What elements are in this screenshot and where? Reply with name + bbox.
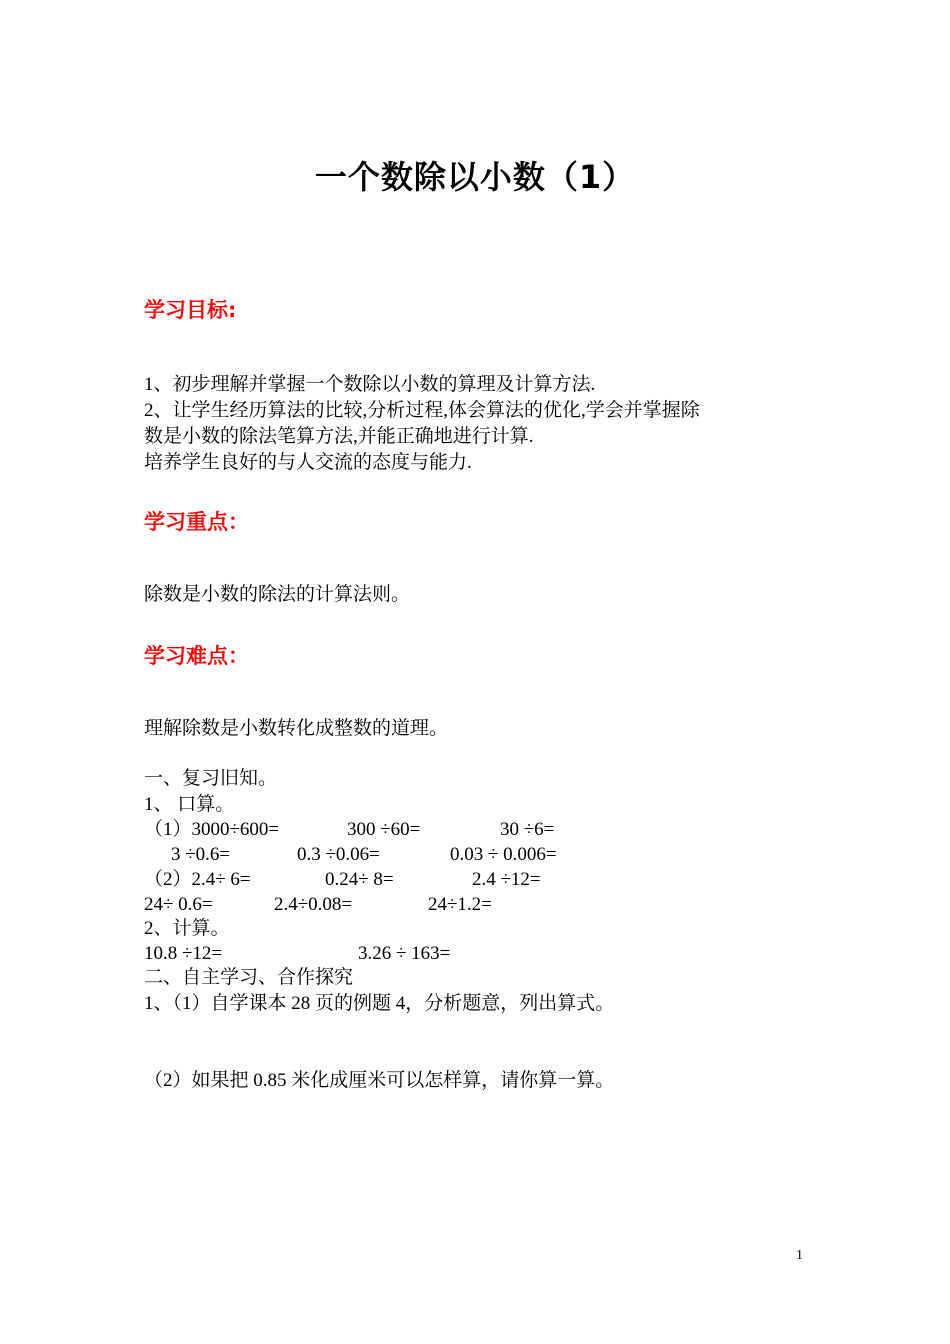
oral-item: 2.4 ÷12= <box>472 869 541 890</box>
objective-line-1: 1、初步理解并掌握一个数除以小数的算理及计算方法. <box>144 374 596 395</box>
oral-item: （2）2.4÷ 6= <box>144 869 251 890</box>
oral-item: 300 ÷60= <box>347 819 421 840</box>
key-point-text: 除数是小数的除法的计算法则。 <box>144 584 411 605</box>
oral-item: 0.03 ÷ 0.006= <box>450 844 557 865</box>
page-title: 一个数除以小数（1） <box>314 158 636 196</box>
calc-item: 10.8 ÷12= <box>144 943 223 964</box>
difficulty-heading: 学习难点： <box>144 644 249 668</box>
page-number: 1 <box>796 1248 803 1263</box>
oral-item: 0.3 ÷0.06= <box>297 844 380 865</box>
oral-item: 0.24÷ 8= <box>325 869 394 890</box>
objective-line-3: 数是小数的除法笔算方法,并能正确地进行计算. <box>144 426 534 447</box>
oral-item: 2.4÷0.08= <box>274 894 353 915</box>
explore-question-1: 1、（1）自学课本 28 页的例题 4，分析题意，列出算式。 <box>144 993 615 1014</box>
objectives-heading: 学习目标: <box>144 298 237 322</box>
explore-title: 二、自主学习、合作探究 <box>144 967 354 988</box>
calc-item: 3.26 ÷ 163= <box>358 943 451 964</box>
oral-item: （1）3000÷600= <box>144 819 280 840</box>
key-point-heading: 学习重点： <box>144 510 249 534</box>
objective-line-4: 培养学生良好的与人交流的态度与能力. <box>144 452 472 473</box>
oral-item: 24÷1.2= <box>428 894 492 915</box>
oral-item: 30 ÷6= <box>500 819 555 840</box>
review-title: 一、复习旧知。 <box>144 768 278 789</box>
explore-question-2: （2）如果把 0.85 米化成厘米可以怎样算，请你算一算。 <box>144 1070 615 1091</box>
oral-item: 24÷ 0.6= <box>144 894 213 915</box>
calc-title: 2、计算。 <box>144 918 230 939</box>
objective-line-2: 2、让学生经历算法的比较,分析过程,体会算法的优化,学会并掌握除 <box>144 400 700 421</box>
oral-item: 3 ÷0.6= <box>171 844 231 865</box>
difficulty-text: 理解除数是小数转化成整数的道理。 <box>144 718 449 739</box>
oral-title: 1、 口算。 <box>144 794 235 815</box>
